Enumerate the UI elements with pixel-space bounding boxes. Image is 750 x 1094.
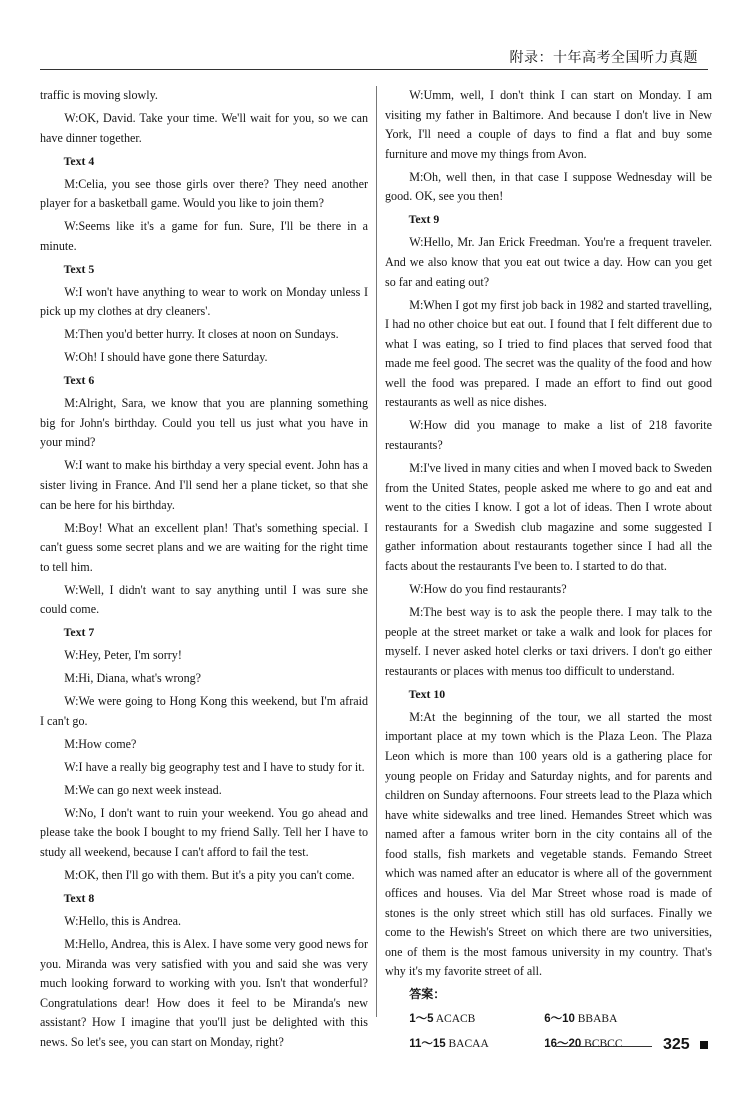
answer-range: 11～15 <box>409 1037 446 1050</box>
dialogue-paragraph: W:I have a really big geography test and I have to study for it. <box>64 759 365 774</box>
dialogue-paragraph: traffic is moving slowly. <box>40 88 158 102</box>
dialogue-paragraph: M:Boy! What an excellent plan! That's something special. I can't guess some secret plans and we are waiting for the right time to tell him. <box>40 520 368 574</box>
dialogue-paragraph: W:Hey, Peter, I'm sorry! <box>64 648 182 663</box>
column-divider <box>376 86 377 1017</box>
answer-range: 6～10 <box>544 1013 575 1026</box>
section-heading: Text 10 <box>408 686 446 701</box>
answer-cell <box>409 1035 544 1055</box>
dialogue-paragraph: W:Seems like it's a game for fun. Sure, I'll be there in a minute. <box>40 219 368 253</box>
answer-cell <box>544 1010 679 1030</box>
section-heading: Text 8 <box>63 890 95 905</box>
answer-value: BACAA <box>448 1037 489 1050</box>
dialogue-paragraph: W:Hello, this is Andrea. <box>64 913 181 928</box>
dialogue-paragraph: W:Well, I didn't want to say anything until I was sure she could come. <box>40 582 368 617</box>
dialogue-paragraph: M:Then you'd better hurry. It closes at noon on Sundays. <box>64 327 339 342</box>
dialogue-paragraph: W:Umm, well, I don't think I can start on Monday. I am visiting my father in Baltimore. And because I don't live in New York, I'll need a couple of days to find a flat and buy some furniture and move my things from Avon. <box>385 88 712 161</box>
dialogue-paragraph: M:The best way is to ask the people there. I may talk to the people at the street market or take a walk and look for places for myself. I never asked hotel clerks or taxi drivers. I don't go either restaurants or places with menus too difficult to understand. <box>385 604 712 678</box>
section-heading: Text 9 <box>408 212 440 227</box>
dialogue-paragraph: W:No, I don't want to ruin your weekend. You go ahead and please take the book I bought to my friend Sally. Tell her I have to study all weekend, because I can't afford to fail the test. <box>40 805 368 859</box>
answer-row <box>409 1010 712 1030</box>
dialogue-paragraph: M:When I got my first job back in 1982 and started travelling, I had no other choice but eat out. I found that I felt different due to what I was eating, so I tried to find places that served food that made me feel good. The secret was the quality of the food and how well the food was prepared. I made an effort to find out good restaurants as well as nice dishes. <box>385 297 712 410</box>
dialogue-paragraph: W:Oh! I should have gone there Saturday. <box>64 350 268 365</box>
dialogue-paragraph: M:At the beginning of the tour, we all started the most important place at my town which is the Plaza Leon. The Plaza Leon which is more than 100 years old is a gathering place for young people on Friday and Saturday nights, and for parents and children on Sunday afternoons. Four streets lead to the Plaza which have white sidewalks and tree lined. Hemandes Street which was named after a famous writer born in the city contains all of the food stalls, fish markets and vegetable stands. Femando Street which was named after an educator is where all of the government offices and houses. Via del Mar Street whose road is made of stones is the only street which still has old surfaces. Finally we come to the Hewish's Street on which there are two universities, one of them is the most famous university in my country. That's why it's my favorite street of all. <box>385 709 712 979</box>
dialogue-paragraph: M:We can go next week instead. <box>64 782 222 797</box>
dialogue-paragraph: M:OK, then I'll go with them. But it's a pity you can't come. <box>64 867 355 882</box>
dialogue-paragraph: W:How did you manage to make a list of 218 favorite restaurants? <box>385 418 712 453</box>
section-heading: Text 4 <box>63 153 95 168</box>
header-rule <box>40 69 708 70</box>
footer-rule <box>556 1046 652 1047</box>
right-column <box>385 86 712 1059</box>
dialogue-paragraph: M:Hello, Andrea, this is Alex. I have some very good news for you. Miranda was very satisfied with you and said she was very much looking forward to working with you. Isn't that wonderful? Congratulations dear! How does it feel to be Miranda's new assistant? How I imagine that you'll just be delighted with this news. So let's see, you can start on Monday, right? <box>40 936 368 1049</box>
dialogue-paragraph: M:Alright, Sara, we know that you are planning something big for John's birthday. Could you tell us just what you have in your mind? <box>40 396 368 450</box>
dialogue-paragraph: M:How come? <box>64 736 137 751</box>
answer-range: 16～20 <box>544 1037 582 1050</box>
dialogue-paragraph: W:I won't have anything to wear to work on Monday unless I pick up my clothes at dry cleaners'. <box>40 284 368 319</box>
dialogue-paragraph: W:Hello, Mr. Jan Erick Freedman. You're a frequent traveler. And we also know that you eat out twice a day. How can you get so far and eating out? <box>385 235 712 289</box>
section-heading: Text 7 <box>63 625 95 640</box>
answer-value: BCBCC <box>584 1037 623 1050</box>
answer-cell <box>544 1035 679 1055</box>
running-header-title: 附录：十年高考全国听力真题 <box>509 50 698 66</box>
dialogue-paragraph: M:I've lived in many cities and when I moved back to Sweden from the United States, people asked me where to go and eat and went to the cities I know. I got a lot of ideas. Then I wrote about restaurants for a Swedish club magazine and some suggested I gather information about restaurants together since I had all the facts about the restaurants I've been to. I started to do that. <box>385 461 712 573</box>
left-column <box>40 86 368 1056</box>
dialogue-paragraph: M:Celia, you see those girls over there? They need another player for a basketball game. Would you like to join them? <box>40 176 368 211</box>
page-number: 325 <box>663 1036 690 1053</box>
answer-cell <box>409 1010 544 1030</box>
answer-value: BBABA <box>577 1013 618 1026</box>
dialogue-paragraph: W:How do you find restaurants? <box>409 581 567 596</box>
section-heading: Text 6 <box>63 373 95 388</box>
answer-key-label: 答案： <box>409 987 446 1002</box>
dialogue-paragraph: W:We were going to Hong Kong this weekend, but I'm afraid I can't go. <box>40 694 368 728</box>
dialogue-paragraph: M:Oh, well then, in that case I suppose Wednesday will be good. OK, see you then! <box>385 169 712 204</box>
answer-value: ACACB <box>435 1013 476 1026</box>
section-heading: Text 5 <box>63 261 95 276</box>
dialogue-paragraph: W:OK, David. Take your time. We'll wait for you, so we can have dinner together. <box>40 110 368 145</box>
dialogue-paragraph: M:Hi, Diana, what's wrong? <box>64 671 202 686</box>
page-marker-square <box>700 1041 708 1049</box>
answer-range: 1～5 <box>409 1013 434 1026</box>
dialogue-paragraph: W:I want to make his birthday a very special event. John has a sister living in France. And I'll send her a plane ticket, so that she can be here for his birthday. <box>40 458 368 512</box>
